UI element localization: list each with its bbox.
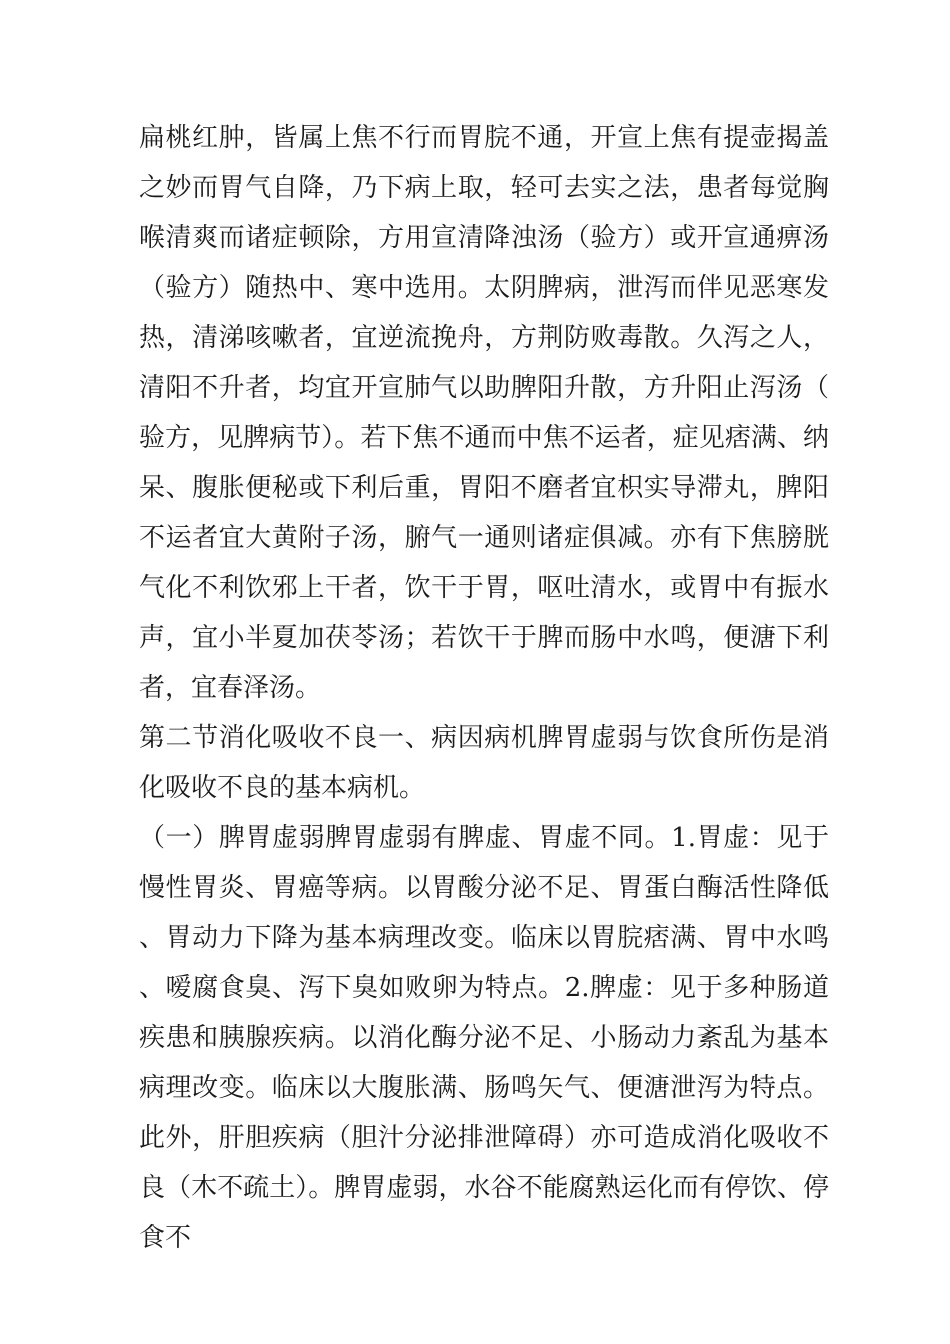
paragraph-spleen-stomach-deficiency: （一）脾胃虚弱脾胃虚弱有脾虚、胃虚不同。1.胃虚：见于慢性胃炎、胃癌等病。以胃酸分泌不足、胃蛋白酶活性降低、胃动力下降为基本病理改变。临床以胃脘痞满、胃中水鸣、嗳腐食臭、泻下臭如败卵为特点。2.脾虚：见于多种肠道疾患和胰腺疾病。以消化酶分泌不足、小肠动力紊乱为基本病理改变。临床以大腹胀满、肠鸣矢气、便溏泄泻为特点。此外，肝胆疾病（胆汁分泌排泄障碍）亦可造成消化吸收不良（木不疏土）。脾胃虚弱，水谷不能腐熟运化而有停饮、停食不: [139, 823, 829, 1253]
paragraph-treatment-methods: 扁桃红肿，皆属上焦不行而胃脘不通，开宣上焦有提壶揭盖之妙而胃气自降，乃下病上取，轻可去实之法，患者每觉胸喉清爽而诸症顿除，方用宣清降浊汤（验方）或开宣通痹汤（验方）随热中、寒中选用。太阴脾病，泄泻而伴见恶寒发热，清涕咳嗽者，宜逆流挽舟，方荆防败毒散。久泻之人，清阳不升者，均宜开宣肺气以助脾阳升散，方升阳止泻汤（验方，见脾病节）。若下焦不通而中焦不运者，症见痞满、纳呆、腹胀便秘或下利后重，胃阳不磨者宜枳实导滞丸，脾阳不运者宜大黄附子汤，腑气一通则诸症俱减。亦有下焦膀胱气化不利饮邪上干者，饮干于胃，呕吐清水，或胃中有振水声，宜小半夏加茯苓汤；若饮干于脾而肠中水鸣，便溏下利者，宜春泽汤。: [139, 123, 829, 703]
document-page: [139, 113, 829, 1263]
paragraph-section-heading: 第二节消化吸收不良一、病因病机脾胃虚弱与饮食所伤是消化吸收不良的基本病机。: [139, 723, 829, 803]
